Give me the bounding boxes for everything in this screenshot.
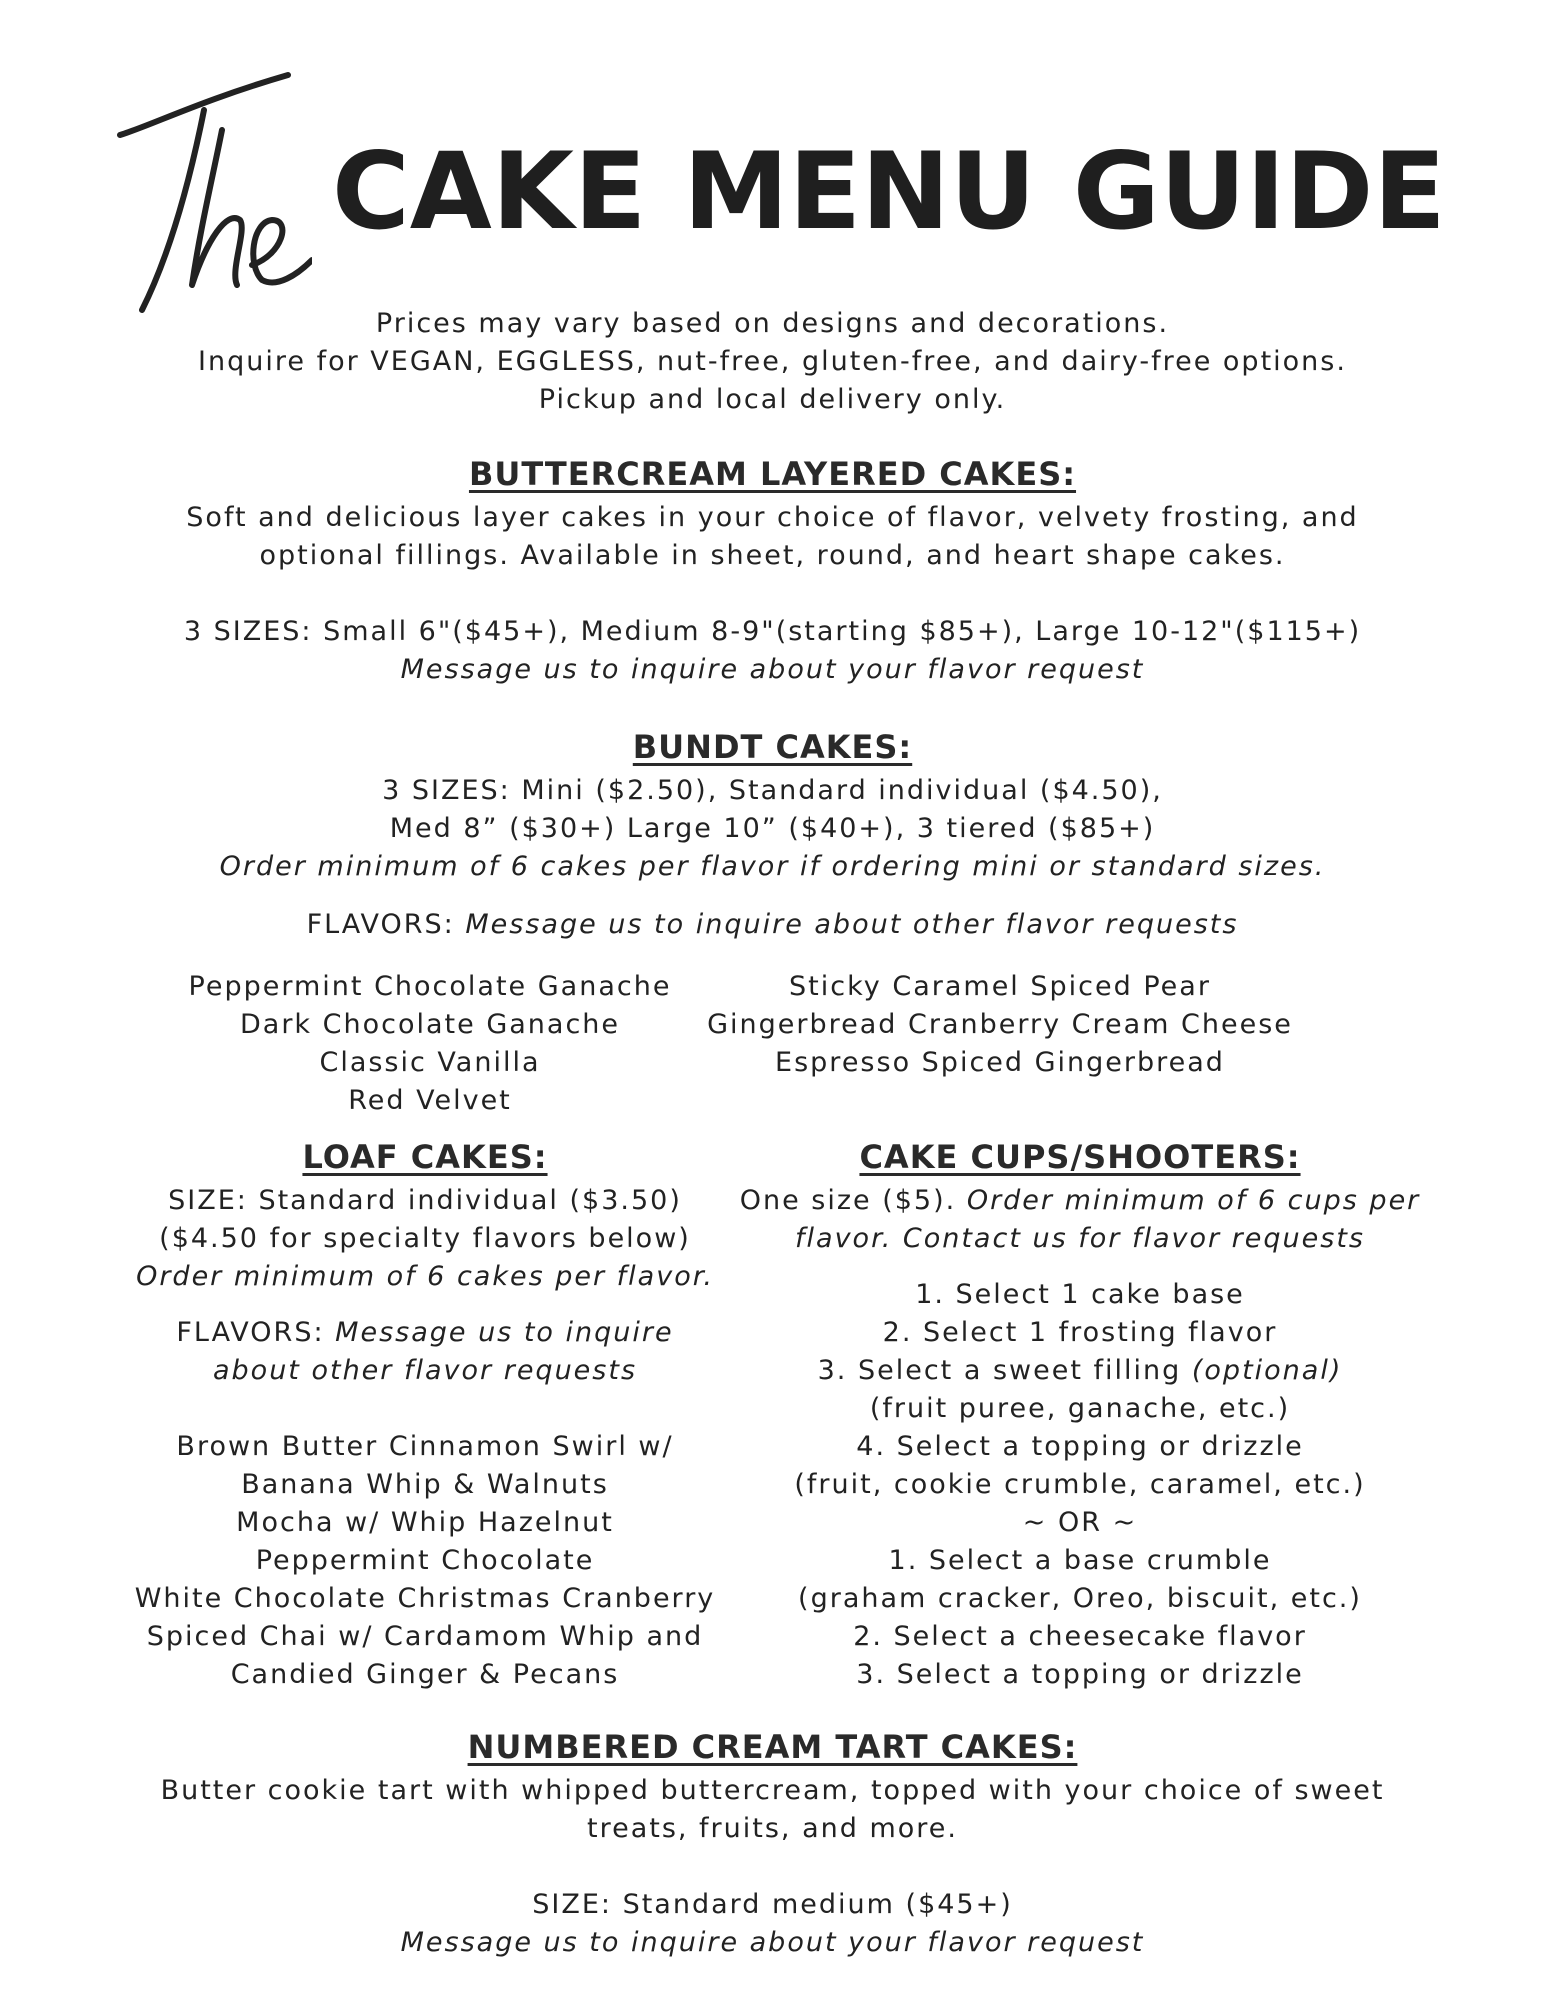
page-title: CAKE MENU GUIDE — [332, 130, 1446, 253]
list-item: Banana Whip & Walnuts — [241, 1469, 609, 1500]
bundt-flavors-left — [170, 968, 690, 1120]
cups-step-3-optional: (optional) — [1191, 1355, 1343, 1386]
cups-section — [730, 1138, 1430, 1694]
buttercream-desc-1: Soft and delicious layer cakes in your choice of flavor, velvety frosting, and — [186, 502, 1359, 533]
list-item: Gingerbread Cranberry Cream Cheese — [707, 1009, 1293, 1040]
loaf-heading: LOAF CAKES: — [302, 1138, 548, 1176]
buttercream-sizes: 3 SIZES: Small 6"($45+), Medium 8-9"(starting $85+), Large 10-12"($115+) — [183, 616, 1362, 647]
loaf-flavors-label-line — [110, 1314, 740, 1352]
list-item: Candied Ginger & Pecans — [230, 1659, 620, 1690]
cups-step-2: 2. Select 1 frosting flavor — [882, 1317, 1278, 1348]
bundt-order-note: Order minimum of 6 cakes per flavor if ordering mini or standard sizes. — [219, 851, 1326, 882]
tart-desc-1: Butter cookie tart with whipped buttercream, topped with your choice of sweet — [160, 1775, 1385, 1806]
cups-step-3-sub: (fruit puree, ganache, etc.) — [869, 1393, 1291, 1424]
loaf-order-note: Order minimum of 6 cakes per flavor. — [136, 1261, 714, 1292]
cups-alt-2: 2. Select a cheesecake flavor — [853, 1621, 1307, 1652]
cups-size: One size ($5). — [739, 1185, 957, 1216]
script-the-wordmark — [112, 70, 312, 320]
list-item: Classic Vanilla — [319, 1047, 541, 1078]
cups-step-3-line — [730, 1352, 1430, 1390]
tart-note: Message us to inquire about your flavor request — [400, 1927, 1145, 1958]
cups-note-2: flavor. Contact us for flavor requests — [795, 1223, 1365, 1254]
buttercream-heading: BUTTERCREAM LAYERED CAKES: — [468, 455, 1077, 493]
list-item: Peppermint Chocolate — [255, 1545, 595, 1576]
bundt-sizes-2: Med 8” ($30+) Large 10” ($40+), 3 tiered ($85+) — [389, 813, 1156, 844]
list-item: Sticky Caramel Spiced Pear — [789, 971, 1211, 1002]
note-dietary: Inquire for VEGAN, EGGLESS, nut-free, gluten-free, and dairy-free options. — [198, 346, 1347, 377]
note-prices: Prices may vary based on designs and decorations. — [375, 308, 1170, 339]
list-item: Espresso Spiced Gingerbread — [775, 1047, 1225, 1078]
buttercream-section — [0, 455, 1545, 689]
tart-size: SIZE: Standard medium ($45+) — [532, 1889, 1013, 1920]
list-item: Brown Butter Cinnamon Swirl w/ — [176, 1431, 674, 1462]
cups-step-4: 4. Select a topping or drizzle — [856, 1431, 1304, 1462]
bundt-flavors-note: Message us to inquire about other flavor requests — [465, 909, 1239, 940]
cups-step-1: 1. Select 1 cake base — [915, 1279, 1245, 1310]
bundt-flavors-label: FLAVORS: — [306, 909, 455, 940]
loaf-flavors-note-2: about other flavor requests — [212, 1355, 638, 1386]
loaf-size-2: ($4.50 for specialty flavors below) — [159, 1223, 691, 1254]
tart-section — [0, 1728, 1545, 1962]
cups-or-divider: ~ OR ~ — [1022, 1507, 1138, 1538]
list-item: Red Velvet — [348, 1085, 512, 1116]
cups-alt-1: 1. Select a base crumble — [888, 1545, 1272, 1576]
loaf-size-1: SIZE: Standard individual ($3.50) — [168, 1185, 682, 1216]
loaf-flavors-note-1: Message us to inquire — [335, 1317, 674, 1348]
title-block — [112, 70, 1446, 320]
buttercream-desc-2: optional fillings. Available in sheet, round, and heart shape cakes. — [259, 540, 1286, 571]
loaf-section — [110, 1138, 740, 1694]
tart-desc-2: treats, fruits, and more. — [586, 1813, 958, 1844]
bundt-sizes-1: 3 SIZES: Mini ($2.50), Standard individual ($4.50), — [382, 775, 1163, 806]
bundt-section — [0, 728, 1545, 944]
cups-size-line — [730, 1182, 1430, 1220]
buttercream-note: Message us to inquire about your flavor request — [400, 654, 1145, 685]
cups-note-1: Order minimum of 6 cups per — [966, 1185, 1421, 1216]
cups-alt-3: 3. Select a topping or drizzle — [856, 1659, 1304, 1690]
tart-heading: NUMBERED CREAM TART CAKES: — [467, 1728, 1078, 1766]
bundt-heading: BUNDT CAKES: — [632, 728, 913, 766]
note-pickup: Pickup and local delivery only. — [538, 384, 1007, 415]
cups-step-3: 3. Select a sweet filling — [817, 1355, 1182, 1386]
header-notes — [0, 305, 1545, 419]
bundt-flavors-right — [700, 968, 1300, 1082]
list-item: Spiced Chai w/ Cardamom Whip and — [146, 1621, 704, 1652]
list-item: Peppermint Chocolate Ganache — [188, 971, 672, 1002]
cups-alt-1-sub: (graham cracker, Oreo, biscuit, etc.) — [798, 1583, 1362, 1614]
cups-heading: CAKE CUPS/SHOOTERS: — [859, 1138, 1301, 1176]
list-item: White Chocolate Christmas Cranberry — [134, 1583, 716, 1614]
list-item: Mocha w/ Whip Hazelnut — [236, 1507, 614, 1538]
bundt-flavors-label-line — [0, 906, 1545, 944]
loaf-flavors-label: FLAVORS: — [176, 1317, 325, 1348]
list-item: Dark Chocolate Ganache — [239, 1009, 621, 1040]
cups-step-4-sub: (fruit, cookie crumble, caramel, etc.) — [794, 1469, 1366, 1500]
